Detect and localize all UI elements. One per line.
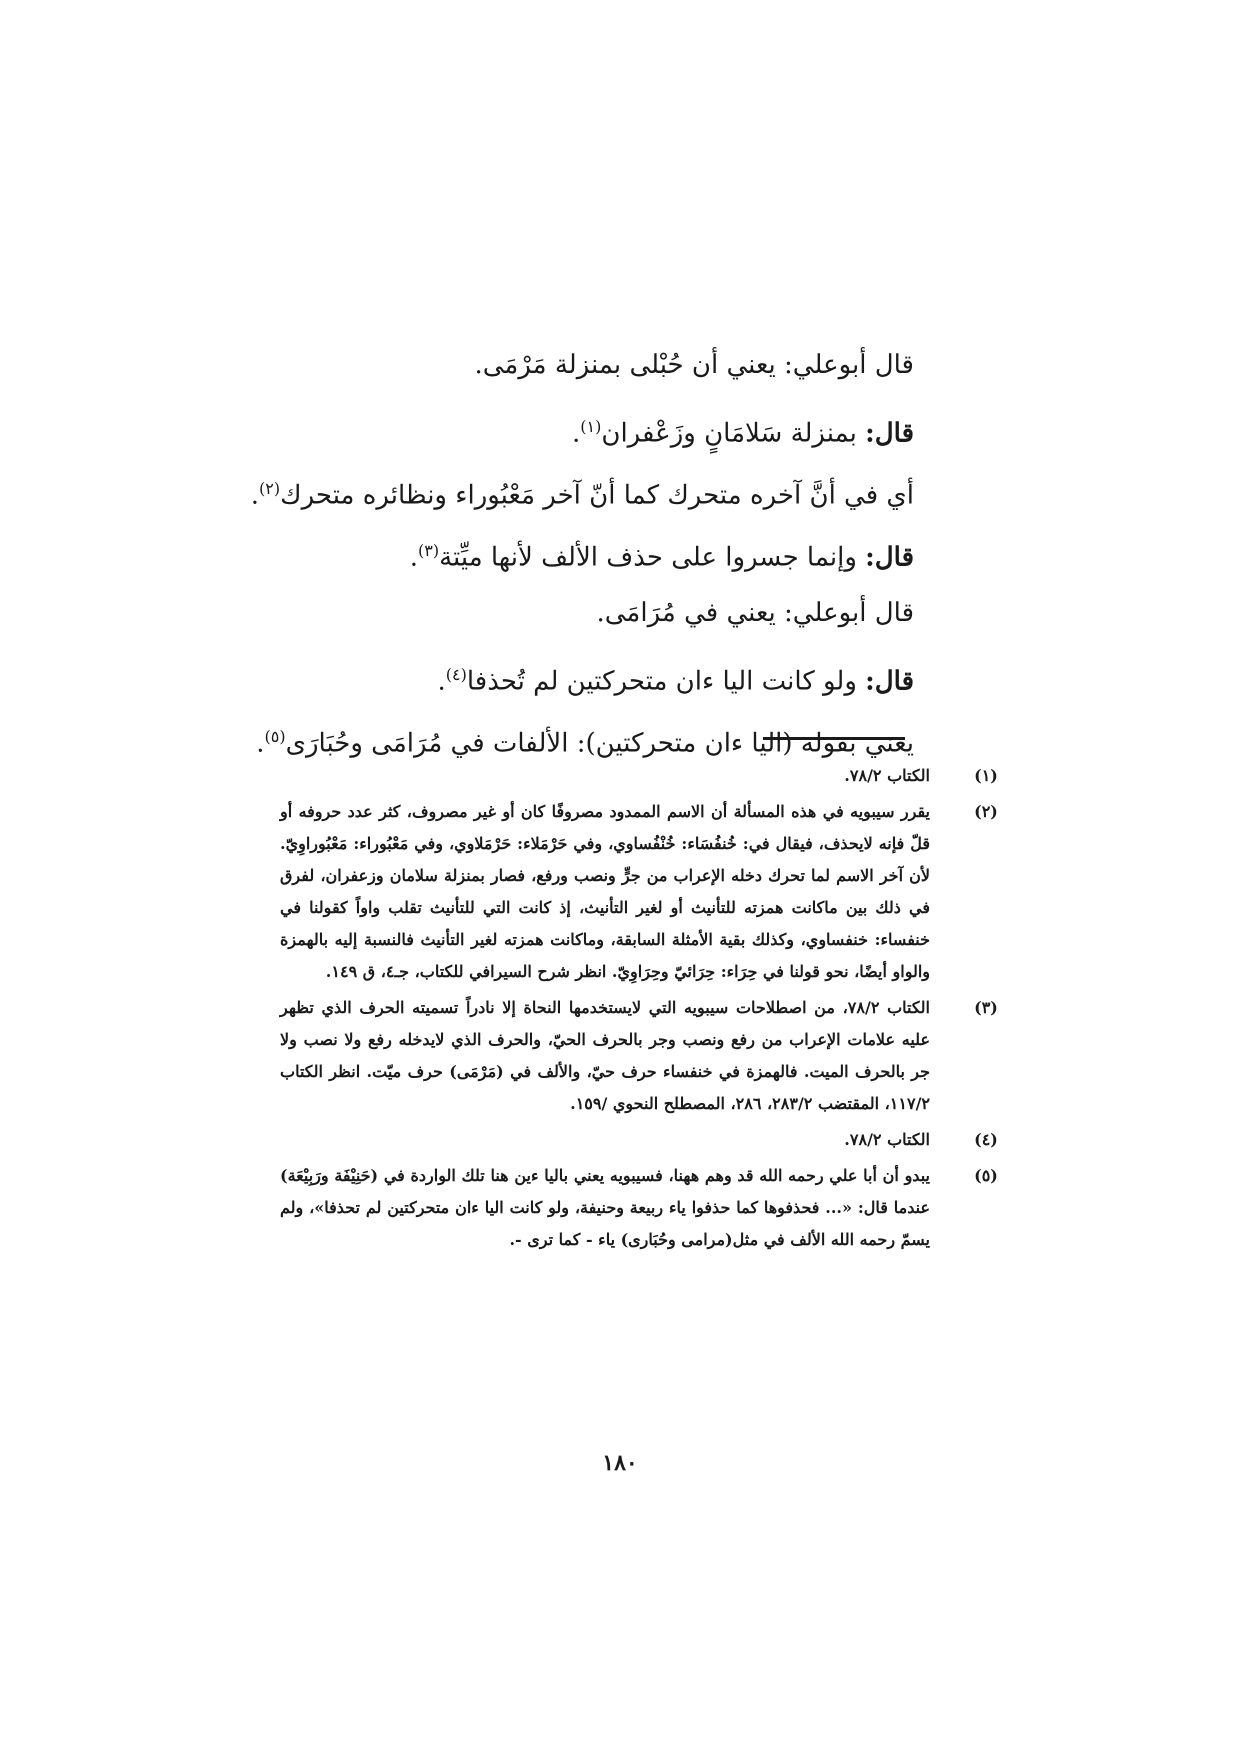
footnote-number: (١) bbox=[974, 766, 998, 785]
line-text: وإنما جسروا على حذف الألف لأنها ميِّتة bbox=[439, 542, 866, 573]
qala-keyword: قال: bbox=[865, 666, 914, 697]
footnote-ref: (٥) bbox=[264, 727, 286, 746]
footnotes bbox=[280, 760, 998, 1260]
qala-keyword: قال: bbox=[865, 542, 914, 573]
footnote-text: الكتاب ٧٨/٢، من اصطلاحات سيبويه التي لايستخدمها النحاة إلا نادراً تسميته الحرف الذي تظهر عليه علامات الإعراب من رفع ونصب وجر بالحرف الحيّ، والحرف الذي لايدخله رفع ولا نصب ولا جر بالحرف الميت. فالهمزة في خنفساء حرف حيّ، والألف في (مَرْمَى) حرف ميّت. انظر الكتاب ١١٧/٢، المقتضب ٢٨٣/٢، ٢٨٦، المصطلح النحوي /١٥٩. bbox=[280, 998, 930, 1113]
line-tail: . bbox=[572, 418, 581, 449]
footnote-5 bbox=[280, 1160, 998, 1256]
main-line-4 bbox=[274, 528, 914, 574]
footnote-text: يقرر سيبويه في هذه المسألة أن الاسم الممدود مصروفًا كان أو غير مصروف، كثر عدد حروفه أو قلّ فإنه لايحذف، فيقال في: خُنفُسَاء: خُنْفُساوي، وفي حَرْمَلاء: حَرْمَلاوي، وفي مَعْبُوراء: مَعْبُوراوِيّ. لأن آخر الاسم لما تحرك دخله الإعراب من جرٍّ ونصب ورفع، فصار بمنزلة سلامان وزعفران، لفرق في ذلك بين ماكانت همزته للتأنيث أو لغير التأنيث، إذ كانت التي للتأنيث تقلب واواً كقولنا في خنفساء: خنفساوي، وكذلك بقية الأمثلة السابقة، وماكانت همزته لغير التأنيث فالنسبة إليه بالهمزة والواو أيضًا، نحو قولنا في حِرَاء: حِرَائيّ وحِرَاوِيّ. انظر شرح السيرافي للكتاب، جـ٤، ق ١٤٩. bbox=[280, 802, 930, 981]
line-text: قال أبوعلي: يعني أن حُبْلى بمنزلة مَرْمَى. bbox=[474, 350, 914, 380]
footnote-text: الكتاب ٧٨/٢. bbox=[844, 766, 930, 785]
footnote-number: (٣) bbox=[974, 998, 998, 1017]
footnote-text: يبدو أن أبا علي رحمه الله قد وهم ههنا، فسيبويه يعني باليا ءين هنا تلك الواردة في (حَنِيْفَة ورَبِيْعَة) عندما قال: «... فحذفوها كما حذفوا ياء ربيعة وحنيفة، ولو كانت اليا ءان متحركتين لم تحذفا»، ولم يسمّ رحمه الله الألف في مثل(مرامى وحُبَارى) ياء - كما ترى -. bbox=[280, 1166, 930, 1249]
qala-keyword: قال: bbox=[865, 418, 914, 449]
footnote-number: (٤) bbox=[974, 1130, 998, 1149]
footnote-separator bbox=[763, 737, 905, 740]
main-line-2 bbox=[274, 404, 914, 450]
main-text bbox=[250, 342, 914, 776]
main-line-5 bbox=[274, 590, 914, 636]
footnote-text: الكتاب ٧٨/٢. bbox=[844, 1130, 930, 1149]
main-line-3 bbox=[250, 466, 914, 512]
main-line-1 bbox=[274, 342, 914, 388]
footnote-ref: (٣) bbox=[417, 541, 440, 560]
footnote-4 bbox=[280, 1124, 998, 1156]
footnote-ref: (١) bbox=[580, 417, 602, 436]
footnote-number: (٥) bbox=[974, 1166, 998, 1185]
footnote-ref: (٤) bbox=[445, 665, 467, 684]
footnote-1 bbox=[280, 760, 998, 792]
line-text: بمنزلة سَلامَانٍ وزَعْفران bbox=[601, 418, 866, 449]
page-number: ١٨٠ bbox=[602, 1450, 638, 1476]
line-tail: . bbox=[250, 480, 260, 511]
footnote-ref: (٢) bbox=[259, 479, 281, 498]
line-text: أي في أنَّ آخره متحرك كما أنّ آخر مَعْبُوراء ونظائره متحرك bbox=[280, 480, 914, 511]
line-tail: . bbox=[256, 728, 265, 759]
line-text: يعني بقوله (اليا ءان متحركتين): الألفات في مُرَامَى وحُبَارَى bbox=[285, 728, 914, 759]
footnote-3 bbox=[280, 992, 998, 1120]
line-text: قال أبوعلي: يعني في مُرَامَى. bbox=[596, 598, 914, 628]
main-line-6 bbox=[274, 652, 914, 698]
footnote-number: (٢) bbox=[974, 802, 998, 821]
line-text: ولو كانت اليا ءان متحركتين لم تُحذفا bbox=[466, 666, 866, 697]
line-tail: . bbox=[437, 666, 446, 697]
footnote-2 bbox=[280, 796, 998, 988]
line-tail: . bbox=[409, 542, 418, 573]
